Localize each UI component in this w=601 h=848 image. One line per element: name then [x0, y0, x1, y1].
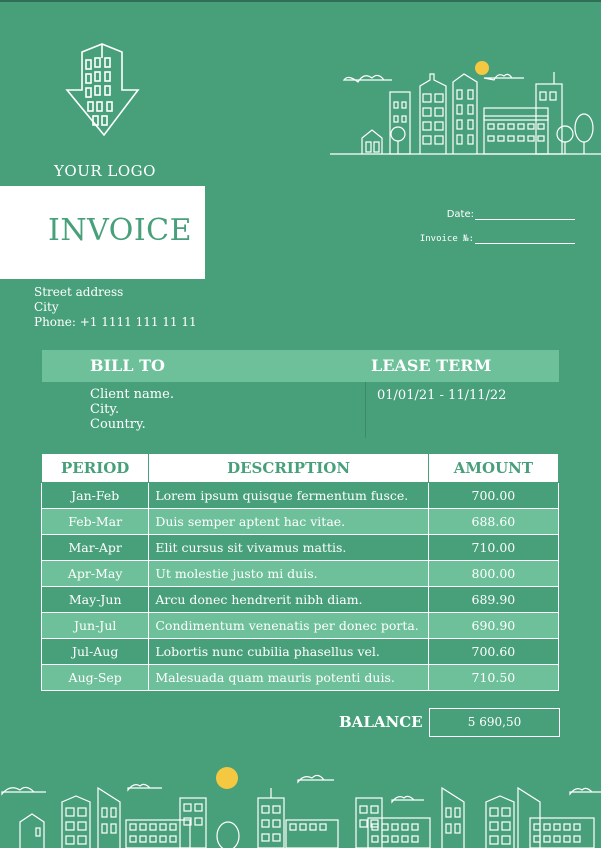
cell-amount: 688.60: [428, 509, 558, 535]
cell-period: Feb-Mar: [42, 509, 149, 535]
cell-amount: 690.90: [428, 613, 558, 639]
balance-label: BALANCE: [339, 713, 423, 731]
cell-period: Jun-Jul: [42, 613, 149, 639]
invoice-number-label: Invoice №:: [419, 234, 474, 244]
company-address: [34, 285, 197, 330]
table-row: [42, 665, 559, 691]
bill-to-label: BILL TO: [90, 356, 165, 375]
cell-amount: 800.00: [428, 561, 558, 587]
cell-description: Arcu donec hendrerit nibh diam.: [149, 587, 428, 613]
cell-period: Apr-May: [42, 561, 149, 587]
cell-description: Elit cursus sit vivamus mattis.: [149, 535, 428, 561]
cell-amount: 710.00: [428, 535, 558, 561]
balance-value: 5 690,50: [429, 708, 560, 737]
company-city: City: [34, 300, 59, 314]
header-description: DESCRIPTION: [149, 454, 428, 483]
cell-description: Lorem ipsum quisque fermentum fusce.: [149, 483, 428, 509]
cell-description: Condimentum venenatis per donec porta.: [149, 613, 428, 639]
lease-term-label: LEASE TERM: [371, 356, 492, 375]
cell-description: Malesuada quam mauris potenti duis.: [149, 665, 428, 691]
invoice-title: INVOICE: [48, 213, 193, 248]
lease-term-value: 01/01/21 - 11/11/22: [377, 388, 507, 403]
date-field[interactable]: [447, 209, 575, 220]
table-row: [42, 483, 559, 509]
cell-period: Mar-Apr: [42, 535, 149, 561]
cell-amount: 689.90: [428, 587, 558, 613]
table-row: [42, 509, 559, 535]
cell-period: Aug-Sep: [42, 665, 149, 691]
cell-description: Duis semper aptent hac vitae.: [149, 509, 428, 535]
cell-amount: 700.00: [428, 483, 558, 509]
table-row: [42, 587, 559, 613]
table-row: [42, 561, 559, 587]
client-name: Client name.: [90, 387, 174, 402]
client-details: [90, 387, 174, 432]
cell-description: Ut molestie justo mi duis.: [149, 561, 428, 587]
building-logo-icon: [64, 40, 144, 140]
table-row: [42, 639, 559, 665]
city-skyline-top-icon: [330, 58, 601, 158]
cell-description: Lobortis nunc cubilia phasellus vel.: [149, 639, 428, 665]
cell-period: Jan-Feb: [42, 483, 149, 509]
cell-amount: 700.60: [428, 639, 558, 665]
cell-period: Jul-Aug: [42, 639, 149, 665]
header-amount: AMOUNT: [428, 454, 558, 483]
logo-text: YOUR LOGO: [54, 162, 156, 180]
table-row: [42, 613, 559, 639]
date-label: Date:: [446, 209, 474, 220]
invoice-table: [41, 453, 559, 691]
header-period: PERIOD: [42, 454, 149, 483]
date-line: [475, 210, 575, 220]
city-skyline-illustration: [0, 762, 601, 848]
company-phone: Phone: +1 1111 111 11 11: [34, 315, 197, 329]
street-address: Street address: [34, 285, 124, 299]
table-header-row: [42, 454, 559, 483]
invoice-number-line: [475, 234, 575, 244]
cell-period: May-Jun: [42, 587, 149, 613]
top-border: [0, 0, 601, 2]
bill-divider: [365, 382, 366, 438]
cell-amount: 710.50: [428, 665, 558, 691]
table-row: [42, 535, 559, 561]
invoice-number-field[interactable]: [420, 234, 575, 244]
client-city: City.: [90, 402, 120, 417]
client-country: Country.: [90, 417, 146, 432]
